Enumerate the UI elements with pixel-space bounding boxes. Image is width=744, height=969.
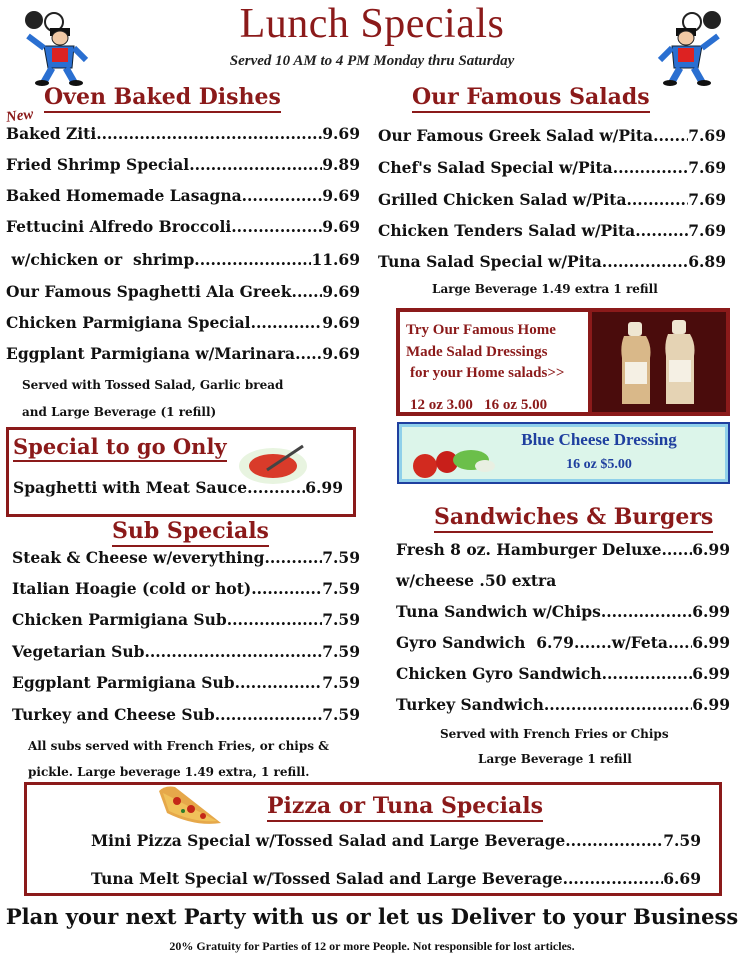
pizza-slice-icon bbox=[155, 783, 225, 827]
menu-item: Mini Pizza Special w/Tossed Salad and Large Beverage ..... 7.59 bbox=[91, 831, 701, 850]
menu-item: w/cheese .50 extra bbox=[396, 571, 557, 590]
menu-item: Gyro Sandwich 6.79.......w/Feta ..... 6.99 bbox=[396, 633, 730, 652]
menu-item: Our Famous Spaghetti Ala Greek ..... 9.69 bbox=[6, 282, 360, 301]
togo-heading: Special to go Only bbox=[13, 434, 227, 462]
promo-line: Made Salad Dressings bbox=[406, 344, 548, 360]
menu-item: Tuna Salad Special w/Pita ..... 6.89 bbox=[378, 252, 726, 271]
menu-item: Vegetarian Sub ..... 7.59 bbox=[12, 642, 360, 661]
menu-item: Fettucini Alfredo Broccoli ..... 9.69 bbox=[6, 217, 360, 236]
menu-item: Tuna Melt Special w/Tossed Salad and Large Beverage ..... 6.69 bbox=[91, 869, 701, 888]
promo-sizes: 12 oz 3.00 16 oz 5.00 bbox=[410, 397, 548, 413]
menu-item: w/chicken or shrimp ..... 11.69 bbox=[6, 250, 360, 269]
menu-item: Eggplant Parmigiana Sub ..... 7.59 bbox=[12, 673, 360, 692]
menu-item: Fresh 8 oz. Hamburger Deluxe ..... 6.99 bbox=[396, 540, 730, 559]
blue-cheese-promo bbox=[397, 422, 730, 484]
togo-box bbox=[6, 427, 356, 517]
menu-item: Grilled Chicken Salad w/Pita ..... 7.69 bbox=[378, 190, 726, 209]
menu-item: Baked Homemade Lasagna ..... 9.69 bbox=[6, 186, 360, 205]
menu-item: Italian Hoagie (cold or hot) ..... 7.59 bbox=[12, 579, 360, 598]
salads-heading: Our Famous Salads bbox=[412, 84, 650, 113]
menu-item: Tuna Sandwich w/Chips ..... 6.99 bbox=[396, 602, 730, 621]
sandwiches-heading: Sandwiches & Burgers bbox=[434, 504, 713, 533]
menu-item: Chicken Tenders Salad w/Pita ..... 7.69 bbox=[378, 221, 726, 240]
service-hours: Served 10 AM to 4 PM Monday thru Saturday bbox=[229, 53, 515, 69]
promo-line: for your Home salads>> bbox=[410, 365, 565, 381]
blue-cheese-price: 16 oz $5.00 bbox=[566, 457, 632, 472]
menu-item: Turkey Sandwich ..... 6.99 bbox=[396, 695, 730, 714]
menu-item: Steak & Cheese w/everything ..... 7.59 bbox=[12, 548, 360, 567]
salads-note: Large Beverage 1.49 extra 1 refill bbox=[432, 282, 658, 296]
menu-item: Turkey and Cheese Sub ..... 7.59 bbox=[12, 705, 360, 724]
dressing-promo bbox=[396, 308, 730, 416]
menu-item: Chicken Parmigiana Sub ..... 7.59 bbox=[12, 610, 360, 629]
menu-item: Chicken Parmigiana Special ..... 9.69 bbox=[6, 313, 360, 332]
sandwiches-note: Served with French Fries or Chips bbox=[440, 727, 669, 741]
togo-item: Spaghetti with Meat Sauce ..... 6.99 bbox=[13, 478, 343, 497]
menu-item: Baked Ziti ..... 9.69 bbox=[6, 124, 360, 143]
menu-item: Chef's Salad Special w/Pita ..... 7.69 bbox=[378, 158, 726, 177]
oven-note: and Large Beverage (1 refill) bbox=[22, 405, 217, 419]
sandwiches-note: Large Beverage 1 refill bbox=[478, 752, 632, 766]
dressing-bottles-icon bbox=[614, 316, 710, 410]
oven-note: Served with Tossed Salad, Garlic bread bbox=[22, 378, 284, 392]
subs-note: pickle. Large beverage 1.49 extra, 1 refill. bbox=[28, 765, 310, 779]
menu-item: Chicken Gyro Sandwich ..... 6.99 bbox=[396, 664, 730, 683]
subs-note: All subs served with French Fries, or chips & bbox=[28, 739, 330, 753]
subs-heading: Sub Specials bbox=[112, 518, 269, 547]
oven-heading: Oven Baked Dishes bbox=[44, 84, 281, 113]
page-title: Lunch Specials bbox=[239, 1, 505, 47]
menu-item: Our Famous Greek Salad w/Pita ..... 7.69 bbox=[378, 126, 726, 145]
promo-line: Try Our Famous Home bbox=[406, 322, 556, 338]
new-badge: New bbox=[4, 106, 35, 126]
menu-item: Eggplant Parmigiana w/Marinara ..... 9.69 bbox=[6, 344, 360, 363]
fine-print: 20% Gratuity for Parties of 12 or more People. Not responsible for lost articles. bbox=[169, 939, 575, 953]
menu-item: Fried Shrimp Special ..... 9.89 bbox=[6, 155, 360, 174]
party-delivery-headline: Plan your next Party with us or let us Deliver to your Business bbox=[5, 904, 739, 929]
blue-cheese-title: Blue Cheese Dressing bbox=[521, 430, 677, 449]
pizza-tuna-box bbox=[24, 782, 722, 896]
pizza-tuna-heading: Pizza or Tuna Specials bbox=[267, 793, 543, 822]
